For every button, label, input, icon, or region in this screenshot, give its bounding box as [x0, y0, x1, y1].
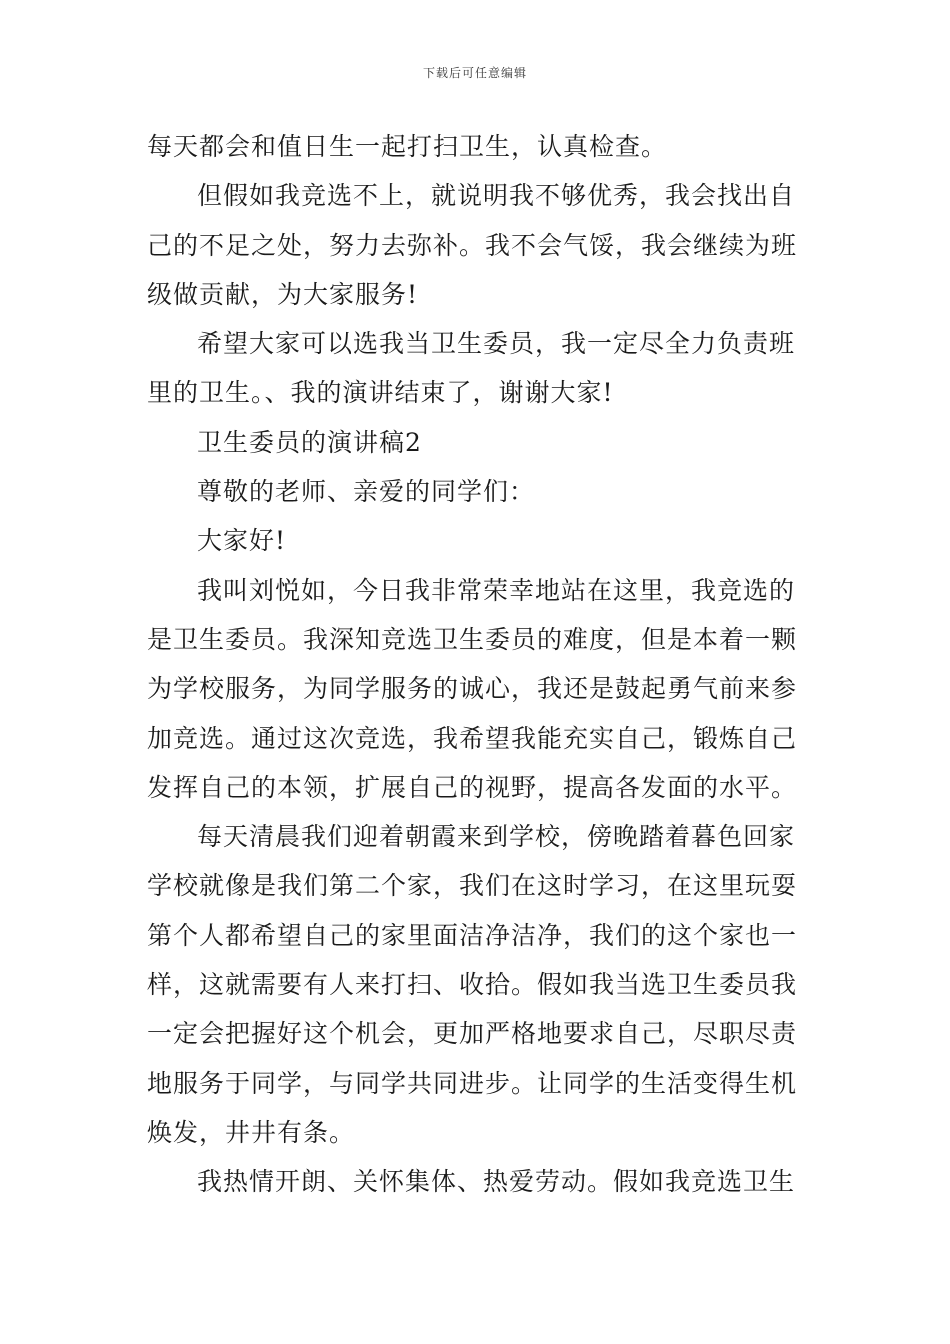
text-line: 学校就像是我们第二个家，我们在这时学习，在这里玩耍 — [147, 871, 798, 901]
text-line: 尊敬的老师、亲爱的同学们： — [197, 477, 536, 507]
text-line: 每天清晨我们迎着朝霞来到学校，傍晚踏着暮色回家 — [197, 822, 796, 852]
text-line: 希望大家可以选我当卫生委员，我一定尽全力负责班 — [197, 329, 796, 359]
document-body — [147, 122, 807, 1207]
text-line: 样，这就需要有人来打扫、收拾。假如我当选卫生委员我 — [147, 970, 798, 1000]
text-line: 己的不足之处，努力去弥补。我不会气馁，我会继续为班 — [147, 230, 798, 260]
text-line: 是卫生委员。我深知竞选卫生委员的难度，但是本着一颗 — [147, 624, 798, 654]
text-line: 地服务于同学，与同学共同进步。让同学的生活变得生机 — [147, 1068, 798, 1098]
text-line: 大家好! — [197, 526, 287, 556]
text-line: 加竞选。通过这次竞选，我希望我能充实自己，锻炼自己 — [147, 723, 798, 753]
text-line: 但假如我竞选不上，就说明我不够优秀，我会找出自 — [197, 181, 796, 211]
text-line: 我叫刘悦如，今日我非常荣幸地站在这里，我竞选的 — [197, 575, 796, 605]
text-line: 一定会把握好这个机会，更加严格地要求自己，尽职尽责 — [147, 1019, 798, 1049]
text-line: 我热情开朗、关怀集体、热爱劳动。假如我竞选卫生 — [197, 1167, 796, 1197]
text-line: 第个人都希望自己的家里面洁净洁净，我们的这个家也一 — [147, 920, 798, 950]
text-line: 为学校服务，为同学服务的诚心，我还是鼓起勇气前来参 — [147, 674, 798, 704]
page-header: 下载后可任意编辑 — [422, 66, 527, 80]
text-line: 发挥自己的本领，扩展自己的视野，提高各发面的水平。 — [147, 772, 798, 802]
text-line: 里的卫生。、我的演讲结束了，谢谢大家! — [147, 378, 614, 408]
text-line: 级做贡献，为大家服务! — [147, 279, 419, 309]
text-line: 每天都会和值日生一起打扫卫生，认真检查。 — [147, 132, 668, 161]
text-line: 卫生委员的演讲稿2 — [197, 427, 422, 457]
text-line: 焕发，井井有条。 — [147, 1117, 356, 1147]
